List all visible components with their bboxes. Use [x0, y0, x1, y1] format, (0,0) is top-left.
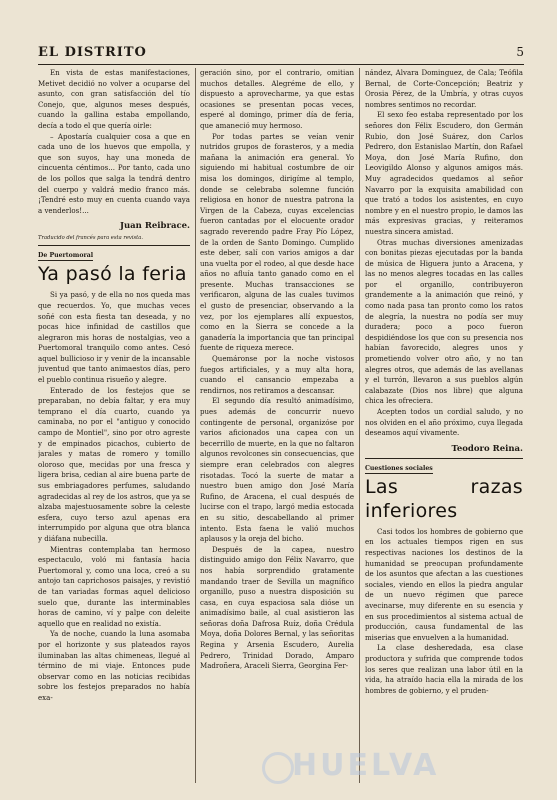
paragraph: Otras muchas diversiones amenizadas con bonitas piezas ejecutadas por la banda de música de Higuera junto a Aracena, y las no menos alegres tocadas en las calles por el organillo, contribuyeron grandemente a la animación que reinó, y como nada pasa tan pronto como los ratos de alegría, la nuestra no podía ser muy duradera; poco a poco fueron despidiéndose los que con su presencia nos habían favorecido, alegres unos y prometiendo volver otro año, y no tan alegres otros, que además de las avellanas y el turrón, llevaron a sus pueblos algún calabazate (Dios nos libre) que alguna chica les ofreciera. [365, 237, 523, 406]
article-title-las-razas-inferiores: Las razas inferiores [365, 475, 523, 522]
paragraph: – Apostaría cualquier cosa a que en cada uno de los huevos que empolla, y que son suyos, hay una moneda de cincuenta céntimos... Por tanto, cada uno de los pollos que salga la tendrá dentro del cuerpo y valdrá medio franco más. ¡Tendré esto muy en cuenta cuando vaya a venderlos!... [38, 131, 190, 215]
library-watermark: HUELVA [292, 748, 440, 783]
masthead: EL DISTRITO [38, 45, 147, 60]
column-1 [38, 68, 190, 783]
article-title-ya-paso-la-feria: Ya pasó la feria [38, 263, 187, 286]
paragraph: Enterado de los festejos que se preparaban, no debía faltar, y era muy temprano el día cuarto, cuando ya caminaba, no por el "antiguo y conocido campo de Montiel", sino por otro agreste y de empinados picachos, cubierto de jarales y matas de romero y tomillo oloroso que, mecidas por una fresca y ligera brisa, cedian al aire buena parte de sus embriagadores perfumes, saludando agradecidas al rey de los astros, que ya se alzaba majestuosamente sobre la celeste esfera, cuyo terso azul apenas era interrumpido por alguna que otra blanca y diáfana nubecilla. [38, 385, 190, 543]
section-label-cuestiones-sociales: Cuestiones sociales [365, 464, 433, 472]
signature-reina: Teodoro Reina. [451, 443, 523, 454]
watermark-emblem-icon [262, 752, 294, 784]
column-3 [365, 68, 523, 783]
paragraph: Acepten todos un cordial saludo, y no nos olviden en el año próximo, cuya llegada deseamos aquí vivamente. [365, 407, 523, 438]
article-separator [365, 458, 523, 459]
column-rule-1 [195, 68, 196, 783]
paragraph: La clase desheredada, esa clase productora y sufrida que comprende todos los seres que realizan una labor útil en la vida, ha atraído hacia ella la mirada de los hombres de gobierno, y el pruden- [365, 643, 523, 695]
column-rule-2 [359, 68, 360, 783]
article-separator [38, 245, 190, 246]
paragraph: El sexo feo estaba representado por los señores don Félix Escudero, don Germán Rubio, don José Suárez, don Carlos Pedrero, don Estanislao Martín, don Rafael Moya, don José María Rufino, don Leovigildo Alonso y algunos amigos más. Muy agradecidos quedamos al señor Navarro por la exquisita amabilidad con que trató a todos los asistentes, en cuyo nombre y en el nuestro propio, le damos las más expresivas gracias, y reiteramos nuestra sincera amistad. [365, 110, 523, 236]
paragraph: Si ya pasó, y de ella no nos queda mas que recuerdos. Yo, que muchas veces soñé con esta fiesta tan deseada, y no pocas hice infinidad de castillos que alegraron mis horas de nostalgias, veo a Puertomoral tranquilo como antes. Cesó aquel bullicioso ir y venir de la incansable juventud que tanto animaestos días, pero el pueblo continua risueño y alegre. [38, 290, 190, 385]
signature-reibrace: Juan Reibrace. [119, 221, 190, 232]
paragraph: El segundo día resultó animadísimo, pues además de concurrir nuevo contingente de personal, organizóse por varios aficionados una capea con un becerrillo de muerte, en la que no faltaron algunos revolcones sin consecuencias, que siempre eran celebrados con alegres risotadas. Tocó la suerte de matar a nuestro buen amigo don José María Rufino, de Aracena, el cual después de lucirse con el trapo, largó media estocada en su sitio, descabellando al primer intento. Esta faena le valió muchos aplausos y la oreja del bicho. [200, 396, 354, 544]
page-number: 5 [516, 45, 524, 59]
section-label-puertomoral: De Puertomoral [38, 252, 94, 260]
paragraph: Casi todos los hombres de gobierno que en los actuales tiempos rigen en sus respectivas naciones los destinos de la humanidad se preocupan profundamente de los asuntos que afectan a las cuestiones sociales, viendo en ellos la piedra angular de un nuevo régimen que parece avecinarse, muy diferente en su esencia y en sus procedimientos al sistema actual de producción, causa fundamental de las miserias que envuelven a la humanidad. [365, 526, 523, 642]
paragraph: Quemáronse por la noche vistosos fuegos artificiales, y a muy alta hora, cuando el cansancio empezaba a rendirnos, nos retiramos a descansar. [200, 354, 354, 395]
paragraph: Ya de noche, cuando la luna asomaba por el horizonte y sus plateados rayos iluminaban las altas chimeneas, llegué al término de mi viaje. Entonces pude observar como en las noticias recibidas sobre los festejos preparados no había exa- [38, 629, 190, 702]
paragraph: Mientras contemplaba tan hermoso espectaculo, voló mi fantasía hacia Puertomoral y, como una loca, creó a su antojo tan caprichosos paisajes, y revistió de tan variadas formas aquel delicioso suelo que, durante las interminables horas de camino, ví y palpe con deleite aquello que en realidad no existía. [38, 544, 190, 628]
paragraph: nández, Alvara Dominguez, de Cala; Teófila Bernal, de Corte-Concepción; Beatriz y Orosia Pérez, de la Umbría, y otras cuyos nombres sentimos no recordar. [365, 68, 523, 109]
column-2 [200, 68, 354, 783]
paragraph: Después de la capea, nuestro distinguido amigo don Félix Navarro, que nos había sorprendido gratamente mandando traer de Sevilla un magnífico organillo, puso a nuestra disposición su casa, en cuya espaciosa sala dióse un animadísimo baile, al cual asistieron las señoras doña Dafrosa Ruíz, doña Crédula Moya, doña Dolores Bernal, y las señoritas Regina y Arsenia Escudero, Aurelia Pedrero, Trinidad Dorado, Amparo Madroñera, Araceli Sierra, Georgina Fer- [200, 544, 354, 671]
paragraph: En vista de estas manifestaciones, Metivet decidió no volver a ocuparse del asunto, con gran satisfacción del tío Conejo, que, algunos meses después, cuando la gallina estaba empollando, decía a todo el que quería oirle: [38, 68, 190, 130]
page-header [38, 44, 524, 65]
paragraph: Por todas partes se veían venir nutridos grupos de forasteros, y a media mañana la animación era general. Yo siguiendo mi habitual costumbre de oir misa los domingos, dirigíme al templo, donde se celebraba solemne función religiosa en honor de nuestra patrona la Virgen de la Cabeza, cuyas excelencias fueron cantadas por el elocuente orador sagrado reverendo padre Fray Pío López, de la orden de Santo Domingo. Cumplido este deber, salí con varios amigos a dar una vuelta por el rodeo, al que desde hace años no afluía tanto ganado como en el presente. Muchas transacciones se verificaron, alguna de las cuales tuvimos el gusto de presenciar, observando a la vez, por los ejemplares allí expuestos, como en la Sierra se concede a la ganadería la importancia que tan principal fuente de riqueza merece. [200, 131, 354, 353]
translation-credit: Traducido del francés para esta revista. [38, 235, 143, 242]
paragraph: geración sino, por el contrario, omitian muchos detalles. Alegréme de ello, y dispuesto a aprovecharme, ya que estas ocasiones se presentan pocas veces, esperé al domingo, primer día de feria, que amaneció muy hermoso. [200, 68, 354, 130]
